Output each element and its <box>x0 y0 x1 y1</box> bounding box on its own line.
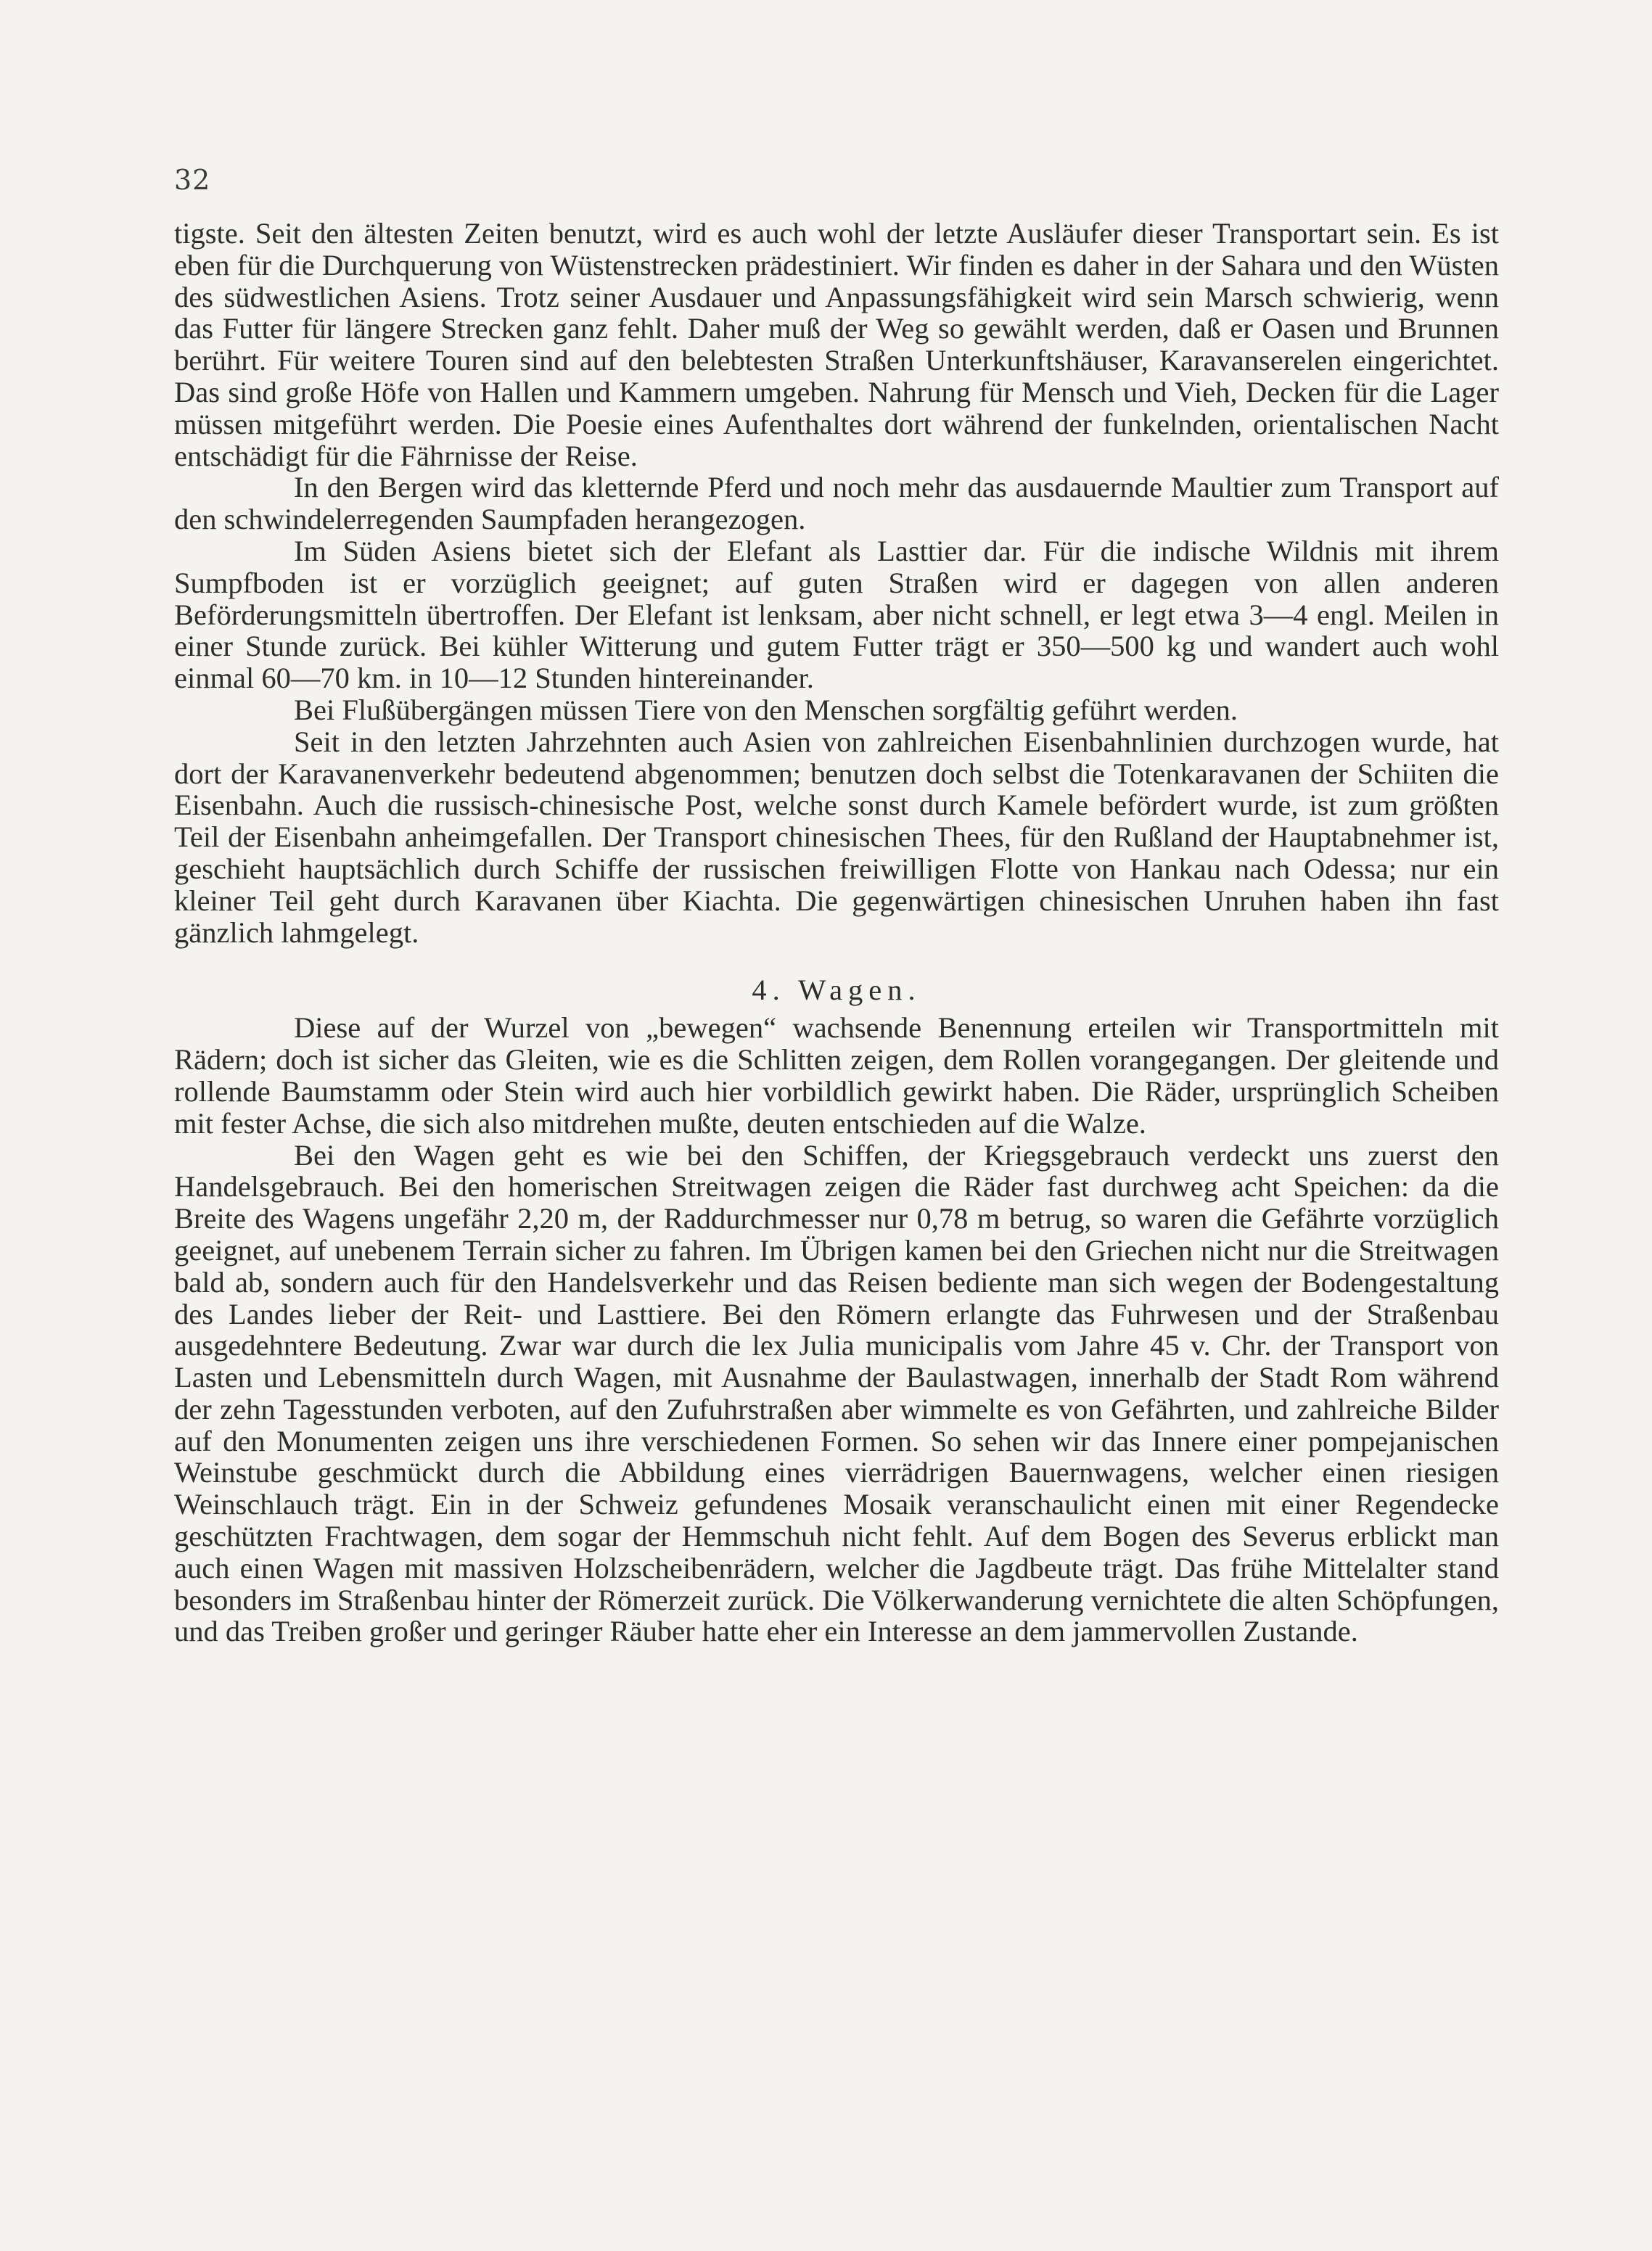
paragraph-elephant: Im Süden Asiens bietet sich der Elefant als Lasttier dar. Für die indische Wildnis mit ihrem Sumpfboden ist er vorzüglich geeignet; auf guten Straßen wird er dagegen von allen anderen Beförderungsmitteln übertroffen. Der Elefant ist lenksam, aber nicht schnell, er legt etwa 3—4 engl. Meilen in einer Stunde zurück. Bei kühler Witterung und gutem Futter trägt er 350—500 kg und wandert auch wohl einmal 60—70 km. in 10—12 Stunden hintereinander. <box>174 534 1499 695</box>
paragraph-railways: Seit in den letzten Jahrzehnten auch Asien von zahlreichen Eisenbahnlinien durchzogen wurde, hat dort der Karavanenverkehr bedeutend abgenommen; benutzen doch selbst die Totenkaravanen der Schiiten die Eisenbahn. Auch die russisch-chinesische Post, welche sonst durch Kamele befördert wurde, ist zum größten Teil der Eisenbahn anheimgefallen. Der Transport chinesischen Thees, für den Rußland der Hauptabnehmer ist, geschieht hauptsächlich durch Schiffe der russischen freiwilligen Flotte von Hankau nach Odessa; nur ein kleiner Teil geht durch Karavanen über Kiachta. Die gegenwärtigen chinesischen Unruhen haben ihn fast gänzlich lahmgelegt. <box>174 725 1499 949</box>
body-text <box>174 218 1499 1647</box>
paragraph-continuation: tigste. Seit den ältesten Zeiten benutzt, wird es auch wohl der letzte Ausläufer dieser Transportart sein. Es ist eben für die Durchquerung von Wüstenstrecken prädestiniert. Wir finden es daher in der Sahara und den Wüsten des südwestlichen Asiens. Trotz seiner Ausdauer und Anpassungsfähigkeit wird sein Marsch schwierig, wenn das Futter für längere Strecken ganz fehlt. Daher muß der Weg so gewählt werden, daß er Oasen und Brunnen berührt. Für weitere Touren sind auf den belebtesten Straßen Unterkunftshäuser, Karavanserelen eingerichtet. Das sind große Höfe von Hallen und Kammern umgeben. Nahrung für Mensch und Vieh, Decken für die Lager müssen mitgeführt werden. Die Poesie eines Aufenthaltes dort während der funkelnden, orientalischen Nacht entschädigt für die Fährnisse der Reise. <box>174 217 1499 472</box>
paragraph-river-crossings: Bei Flußübergängen müssen Tiere von den Menschen sorgfältig geführt werden. <box>294 693 1238 726</box>
paragraph-wagen-etymology: Diese auf der Wurzel von „bewegen“ wachsende Benennung erteilen wir Transportmitteln mit Rädern; doch ist sicher das Gleiten, wie es die Schlitten zeigen, dem Rollen vorangegangen. Der gleitende und rollende Baumstamm oder Stein wird auch hier vorbildlich gewirkt haben. Die Räder, ursprünglich Scheiben mit fester Achse, die sich also mitdrehen mußte, deuten entschieden auf die Walze. <box>174 1011 1499 1140</box>
paragraph-mountains: In den Bergen wird das kletternde Pferd und noch mehr das ausdauernde Maultier zum Transport auf den schwindelerregenden Saumpfaden herangezogen. <box>174 471 1499 536</box>
section-heading: 4. Wagen. <box>752 974 921 1007</box>
page-number: 32 <box>174 164 211 196</box>
paragraph-wagen-history: Bei den Wagen geht es wie bei den Schiffen, der Kriegsgebrauch verdeckt uns zuerst den Handelsgebrauch. Bei den homerischen Streitwagen zeigen die Räder fast durchweg acht Speichen: da die Breite des Wagens ungefähr 2,20 m, der Raddurchmesser nur 0,78 m betrug, so waren die Gefährte vorzüglich geeignet, auf unebenem Terrain sicher zu fahren. Im Übrigen kamen bei den Griechen nicht nur die Streitwagen bald ab, sondern auch für den Handelsverkehr und das Reisen bediente man sich wegen der Bodengestaltung des Landes lieber der Reit- und Lasttiere. Bei den Römern erlangte das Fuhrwesen und der Straßenbau ausgedehntere Bedeutung. Zwar war durch die lex Julia municipalis vom Jahre 45 v. Chr. der Transport von Lasten und Lebensmitteln durch Wagen, mit Ausnahme der Baulastwagen, innerhalb der Stadt Rom während der zehn Tagesstunden verboten, auf den Zufuhrstraßen aber wimmelte es von Gefährten, und zahlreiche Bilder auf den Monumenten zeigen uns ihre verschiedenen Formen. So sehen wir das Innere einer pompejanischen Weinstube geschmückt durch die Abbildung eines vierrädrigen Bauernwagens, welcher einen riesigen Weinschlauch trägt. Ein in der Schweiz gefundenes Mosaik veranschaulicht einen mit einer Regendecke geschützten Frachtwagen, dem sogar der Hemmschuh nicht fehlt. Auf dem Bogen des Severus erblickt man auch einen Wagen mit massiven Holzscheibenrädern, welcher die Jagdbeute trägt. Das frühe Mittelalter stand besonders im Straßenbau hinter der Römerzeit zurück. Die Völkerwanderung vernichtete die alten Schöpfungen, und das Treiben großer und geringer Räuber hatte eher ein Interesse an dem jammervollen Zustande. <box>174 1138 1499 1648</box>
